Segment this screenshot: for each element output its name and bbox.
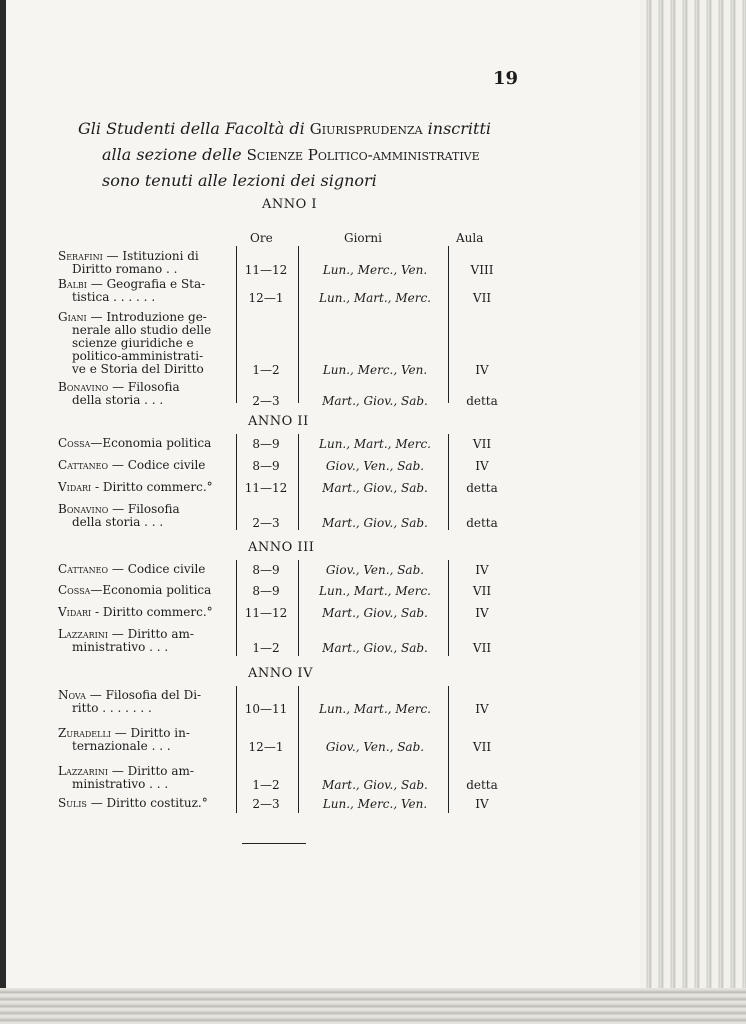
- days-cell: Mart., Giov., Sab.: [322, 778, 428, 792]
- days-cell: Lun., Mart., Merc.: [319, 437, 431, 451]
- days-cell: Giov., Ven., Sab.: [325, 740, 425, 754]
- column-rule: [298, 246, 299, 403]
- course-name-continuation: ritto . . . . . . .: [72, 701, 152, 715]
- professor-surname: Balbi: [58, 277, 87, 291]
- hours-cell: 10—11: [244, 702, 288, 716]
- professor-surname: Cattaneo: [58, 562, 109, 576]
- course-title: — Diritto am-: [107, 627, 194, 641]
- professor-surname: Cossa: [58, 583, 91, 597]
- course-title: — Istituzioni di: [102, 249, 199, 263]
- heading-text: Gli Studenti della Facoltà di: [78, 119, 310, 138]
- hours-cell: 1—2: [252, 363, 280, 377]
- days-cell: Lun., Merc., Ven.: [322, 363, 428, 377]
- days-cell: Giov., Ven., Sab.: [325, 459, 425, 473]
- course-title: — Introduzione ge-: [86, 310, 207, 324]
- course-name-line: [58, 459, 234, 472]
- column-rule: [236, 686, 237, 813]
- course-name: [58, 689, 234, 715]
- page-edges: [640, 0, 746, 1024]
- heading-text: inscritti: [422, 119, 491, 138]
- room-cell: VII: [472, 641, 492, 655]
- year-heading: ANNO III: [248, 540, 315, 555]
- days-cell: Lun., Merc., Ven.: [322, 263, 428, 277]
- hours-cell: 8—9: [252, 437, 280, 451]
- course-name-line: [58, 797, 234, 810]
- days-cell: Mart., Giov., Sab.: [322, 516, 428, 530]
- course-name: [58, 628, 234, 654]
- room-cell: detta: [466, 394, 498, 408]
- page-heading: [70, 116, 540, 193]
- days-cell: Lun., Mart., Merc.: [319, 291, 431, 305]
- room-cell: IV: [475, 563, 489, 577]
- days-cell: Mart., Giov., Sab.: [322, 394, 428, 408]
- column-rule: [448, 560, 449, 656]
- heading-faculty: Giurisprudenza: [309, 120, 423, 138]
- course-title: — Filosofia del Di-: [85, 688, 202, 702]
- professor-surname: Sulis: [58, 796, 87, 810]
- heading-section: Scienze Politico-amministrative: [246, 146, 480, 164]
- course-name-continuation: politico-amministrati-: [72, 349, 204, 363]
- days-cell: Mart., Giov., Sab.: [322, 606, 428, 620]
- hours-cell: 8—9: [252, 584, 280, 598]
- room-cell: IV: [475, 702, 489, 716]
- course-name: [58, 584, 234, 597]
- year-heading: ANNO II: [248, 414, 309, 429]
- days-cell: Giov., Ven., Sab.: [325, 563, 425, 577]
- course-name: [58, 381, 234, 407]
- professor-surname: Lazzarini: [58, 764, 108, 778]
- course-name-continuation: ve e Storia del Diritto: [72, 362, 204, 376]
- hours-cell: 2—3: [252, 394, 280, 408]
- course-name: [58, 459, 234, 472]
- course-name: [58, 727, 234, 753]
- room-cell: IV: [475, 606, 489, 620]
- hours-cell: 2—3: [252, 797, 280, 811]
- room-cell: VII: [472, 291, 492, 305]
- course-title: - Diritto commerc.°: [91, 480, 213, 494]
- year-heading: ANNO I: [262, 197, 318, 212]
- column-rule: [448, 246, 449, 403]
- course-name-continuation: nerale allo studio delle: [72, 323, 212, 337]
- course-title: — Filosofia: [108, 502, 180, 516]
- course-title: — Filosofia: [108, 380, 180, 394]
- hours-cell: 1—2: [252, 641, 280, 655]
- room-cell: IV: [475, 363, 489, 377]
- professor-surname: Zuradelli: [58, 726, 111, 740]
- bottom-page-edges: [0, 988, 746, 1024]
- course-name: [58, 481, 234, 494]
- year-heading: ANNO IV: [248, 666, 313, 681]
- hours-cell: 1—2: [252, 778, 280, 792]
- heading-line-3: sono tenuti alle lezioni dei signori: [102, 171, 377, 190]
- course-name-continuation: scienze giuridiche e: [72, 336, 194, 350]
- heading-line-2: [70, 142, 540, 168]
- room-cell: VII: [472, 437, 492, 451]
- days-cell: Lun., Mart., Merc.: [319, 584, 431, 598]
- room-cell: VII: [472, 584, 492, 598]
- course-name: [58, 606, 234, 619]
- course-name-line: [58, 584, 234, 597]
- course-title: — Codice civile: [108, 562, 206, 576]
- hours-cell: 12—1: [248, 740, 284, 754]
- room-cell: detta: [466, 516, 498, 530]
- course-title: — Codice civile: [108, 458, 206, 472]
- course-name: [58, 765, 234, 791]
- column-header-giorni: Giorni: [344, 231, 382, 245]
- course-title: —Economia politica: [90, 436, 212, 450]
- end-rule: [242, 843, 306, 844]
- heading-line-1: [70, 116, 540, 142]
- hours-cell: 8—9: [252, 459, 280, 473]
- column-rule: [448, 434, 449, 530]
- course-title: — Diritto in-: [110, 726, 190, 740]
- days-cell: Lun., Mart., Merc.: [319, 702, 431, 716]
- hours-cell: 2—3: [252, 516, 280, 530]
- course-name-continuation: ministrativo . . .: [72, 777, 169, 791]
- professor-surname: Vidari: [58, 480, 92, 494]
- column-rule: [236, 246, 237, 403]
- course-name: [58, 311, 234, 376]
- room-cell: IV: [475, 797, 489, 811]
- course-name: [58, 278, 234, 304]
- course-name: [58, 503, 234, 529]
- hours-cell: 11—12: [244, 606, 288, 620]
- professor-surname: Vidari: [58, 605, 92, 619]
- hours-cell: 11—12: [244, 263, 288, 277]
- course-name-continuation: della storia . . .: [72, 515, 164, 529]
- course-name-continuation: della storia . . .: [72, 393, 164, 407]
- course-name-continuation: Diritto romano . .: [72, 262, 178, 276]
- room-cell: VII: [472, 740, 492, 754]
- course-title: - Diritto commerc.°: [91, 605, 213, 619]
- professor-surname: Lazzarini: [58, 627, 108, 641]
- professor-surname: Cossa: [58, 436, 91, 450]
- course-title: —Economia politica: [90, 583, 212, 597]
- days-cell: Mart., Giov., Sab.: [322, 481, 428, 495]
- page-number: 19: [492, 68, 518, 89]
- course-name: [58, 437, 234, 450]
- course-name-continuation: tistica . . . . . .: [72, 290, 156, 304]
- professor-surname: Cattaneo: [58, 458, 109, 472]
- course-name-continuation: ternazionale . . .: [72, 739, 171, 753]
- course-title: — Geografia e Sta-: [86, 277, 206, 291]
- course-name-line: [58, 437, 234, 450]
- room-cell: detta: [466, 778, 498, 792]
- hours-cell: 8—9: [252, 563, 280, 577]
- room-cell: VIII: [470, 263, 494, 277]
- column-rule: [448, 686, 449, 813]
- column-rule: [236, 560, 237, 656]
- course-title: — Diritto am-: [107, 764, 194, 778]
- professor-surname: Giani: [58, 310, 87, 324]
- course-title: — Diritto costituz.°: [86, 796, 208, 810]
- column-rule: [298, 560, 299, 656]
- course-name: [58, 563, 234, 576]
- course-name: [58, 797, 234, 810]
- column-header-aula: Aula: [456, 231, 484, 245]
- days-cell: Mart., Giov., Sab.: [322, 641, 428, 655]
- column-rule: [298, 686, 299, 813]
- column-rule: [298, 434, 299, 530]
- hours-cell: 11—12: [244, 481, 288, 495]
- course-name-line: [58, 481, 234, 494]
- course-name-line: [58, 606, 234, 619]
- room-cell: detta: [466, 481, 498, 495]
- professor-surname: Bonavino: [58, 380, 109, 394]
- professor-surname: Bonavino: [58, 502, 109, 516]
- professor-surname: Serafini: [58, 249, 103, 263]
- course-name-continuation: ministrativo . . .: [72, 640, 169, 654]
- column-header-ore: Ore: [250, 231, 273, 245]
- heading-text: alla sezione delle: [102, 145, 247, 164]
- column-rule: [236, 434, 237, 530]
- hours-cell: 12—1: [248, 291, 284, 305]
- professor-surname: Nova: [58, 688, 86, 702]
- course-name: [58, 250, 234, 276]
- course-name-line: [58, 563, 234, 576]
- room-cell: IV: [475, 459, 489, 473]
- days-cell: Lun., Merc., Ven.: [322, 797, 428, 811]
